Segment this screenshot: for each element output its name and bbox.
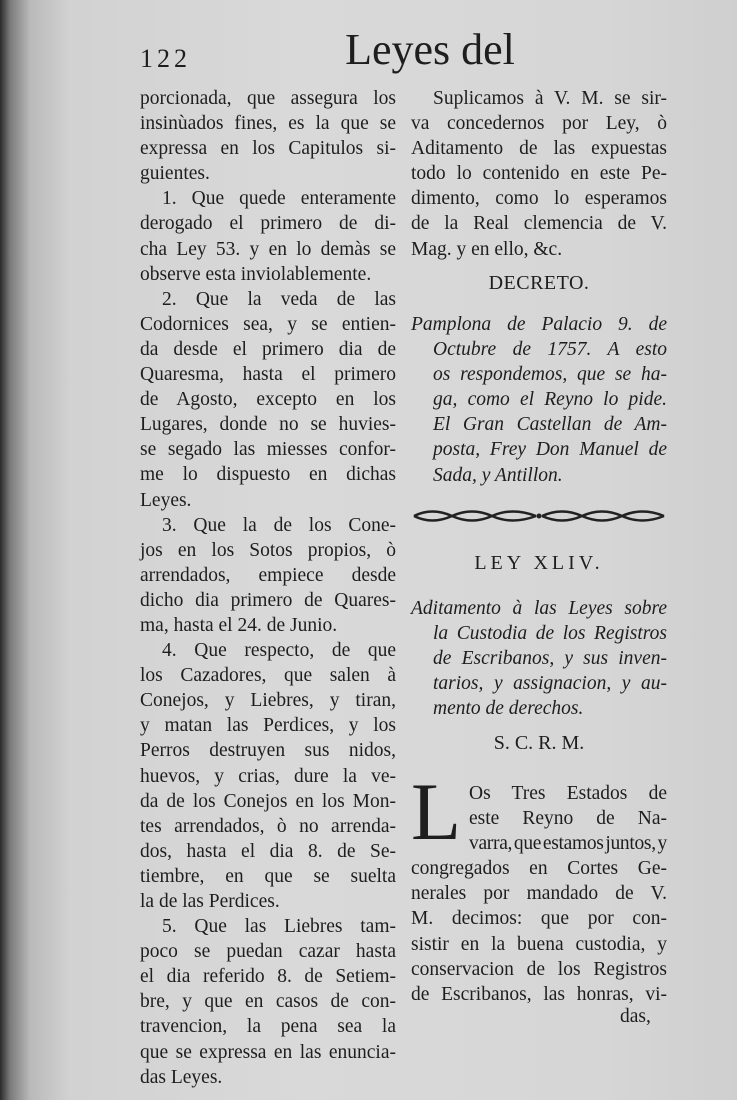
text-line: das Leyes. xyxy=(140,1066,223,1088)
text-line: me lo dispuesto en dichas xyxy=(140,464,396,486)
text-line: observe esta inviolablemente. xyxy=(140,263,372,285)
text-line: Os Tres Estados de xyxy=(469,783,667,804)
text-line: los Cazadores, que salen à xyxy=(140,665,396,687)
text-line: de Escribanos, las honras, vi- xyxy=(411,983,667,1005)
text-line: Quaresma, hasta el primero xyxy=(140,364,396,386)
text-line: posta, Frey Don Manuel de xyxy=(433,439,667,461)
text-line: de Agosto, excepto en los xyxy=(140,389,396,411)
text-line: y matan las Perdices, y los xyxy=(140,715,396,737)
text-line: que se expressa en las enuncia- xyxy=(140,1041,396,1063)
text-line: Aditamento à las Leyes sobre xyxy=(411,598,667,619)
text-line: conservacion de los Registros xyxy=(411,958,667,980)
law-heading: LEY XLIV. xyxy=(474,552,604,574)
text-line: os respondemos, que se ha- xyxy=(433,364,667,386)
text-line: guientes. xyxy=(140,163,210,185)
text-line: ma, hasta el 24. de Junio. xyxy=(140,614,338,636)
text-line: Leyes. xyxy=(140,489,192,511)
decree-heading: DECRETO. xyxy=(488,272,590,294)
text-line: arrendados, empiece desde xyxy=(140,564,396,586)
text-line: cha Ley 53. y en lo demàs se xyxy=(140,238,396,260)
text-line: 1. Que quede enteramente xyxy=(162,188,396,210)
text-line: derogado el primero de di- xyxy=(140,213,396,235)
salutation: S. C. R. M. xyxy=(493,732,585,754)
text-line: huevos, y crias, dure la ve- xyxy=(140,765,396,787)
left-column xyxy=(140,86,396,1090)
text-line: travencion, la pena sea la xyxy=(140,1016,396,1038)
text-line: se segado las miesses confor- xyxy=(140,439,396,461)
text-line: 2. Que la veda de las xyxy=(162,288,396,310)
drop-cap: L xyxy=(411,776,462,848)
text-line: dimento, como lo esperamos xyxy=(411,188,667,210)
text-line: ga, como el Reyno lo pide. xyxy=(433,389,667,411)
decree-paragraph xyxy=(411,312,667,488)
page-number: 122 xyxy=(140,44,191,73)
text-line: congregados en Cortes Ge- xyxy=(411,858,667,880)
ornamental-divider xyxy=(412,505,666,527)
text-line: M. decimos: que por con- xyxy=(411,908,667,930)
text-line: Aditamento de las expuestas xyxy=(411,138,667,160)
text-line: tes arrendados, ò no arrenda- xyxy=(140,815,396,837)
text-line: tarios, y assignacion, y au- xyxy=(433,673,667,695)
text-line: dicho dia primero de Quares- xyxy=(140,589,396,611)
running-head: Leyes del xyxy=(345,25,515,74)
text-line: dos, hasta el dia 8. de Se- xyxy=(140,840,396,862)
text-line: el dia referido 8. de Setiem- xyxy=(140,966,396,988)
text-line: jos en los Sotos propios, ò xyxy=(140,539,396,561)
text-line: sistir en la buena custodia, y xyxy=(411,933,667,955)
text-line: de la Real clemencia de V. xyxy=(411,213,667,235)
text-line: la de las Perdices. xyxy=(140,891,280,912)
text-line: 4. Que respecto, de que xyxy=(162,640,396,662)
text-line: Lugares, donde no se huvies- xyxy=(140,414,396,436)
catchword: das, xyxy=(620,1006,651,1027)
text-line: porcionada, que assegura los xyxy=(140,88,396,109)
text-line: todo lo contenido en este Pe- xyxy=(411,163,667,185)
text-line: de Escribanos, y sus inven- xyxy=(433,648,667,670)
text-line: 3. Que la de los Cone- xyxy=(162,514,396,536)
text-line: insinùados fines, es la que se xyxy=(140,113,396,135)
text-line: Conejos, y Liebres, y tiran, xyxy=(140,690,396,712)
petition-paragraph xyxy=(411,86,667,262)
text-line: la Custodia de los Registros xyxy=(433,623,667,645)
text-line: expressa en los Capitulos si- xyxy=(140,138,396,160)
text-line: este Reyno de Na- xyxy=(469,808,667,830)
text-line: poco se puedan cazar hasta xyxy=(140,941,396,963)
text-line: varra, que estamos juntos, y xyxy=(469,833,667,855)
text-line: 5. Que las Liebres tam- xyxy=(162,916,396,938)
text-line: Octubre de 1757. A esto xyxy=(433,339,667,361)
text-line: Pamplona de Palacio 9. de xyxy=(411,314,667,335)
text-line: Mag. y en ello, &c. xyxy=(411,238,563,260)
text-line: mento de derechos. xyxy=(433,698,584,720)
text-line: Sada, y Antillon. xyxy=(433,464,563,486)
text-line: da de los Conejos en los Mon- xyxy=(140,790,396,812)
text-line: va concedernos por Ley, ò xyxy=(411,113,667,135)
text-line: Suplicamos à V. M. se sir- xyxy=(433,88,667,109)
law-summary xyxy=(411,596,667,721)
text-line: tiembre, en que se suelta xyxy=(140,865,396,887)
text-line: Codornices sea, y se entien- xyxy=(140,313,396,335)
text-line: bre, y que en casos de con- xyxy=(140,991,396,1013)
text-line: Perros destruyen sus nidos, xyxy=(140,740,396,762)
body-paragraph xyxy=(411,781,667,1007)
text-line: da desde el primero dia de xyxy=(140,338,396,360)
text-line: El Gran Castellan de Am- xyxy=(433,414,667,436)
text-line: nerales por mandado de V. xyxy=(411,883,667,905)
